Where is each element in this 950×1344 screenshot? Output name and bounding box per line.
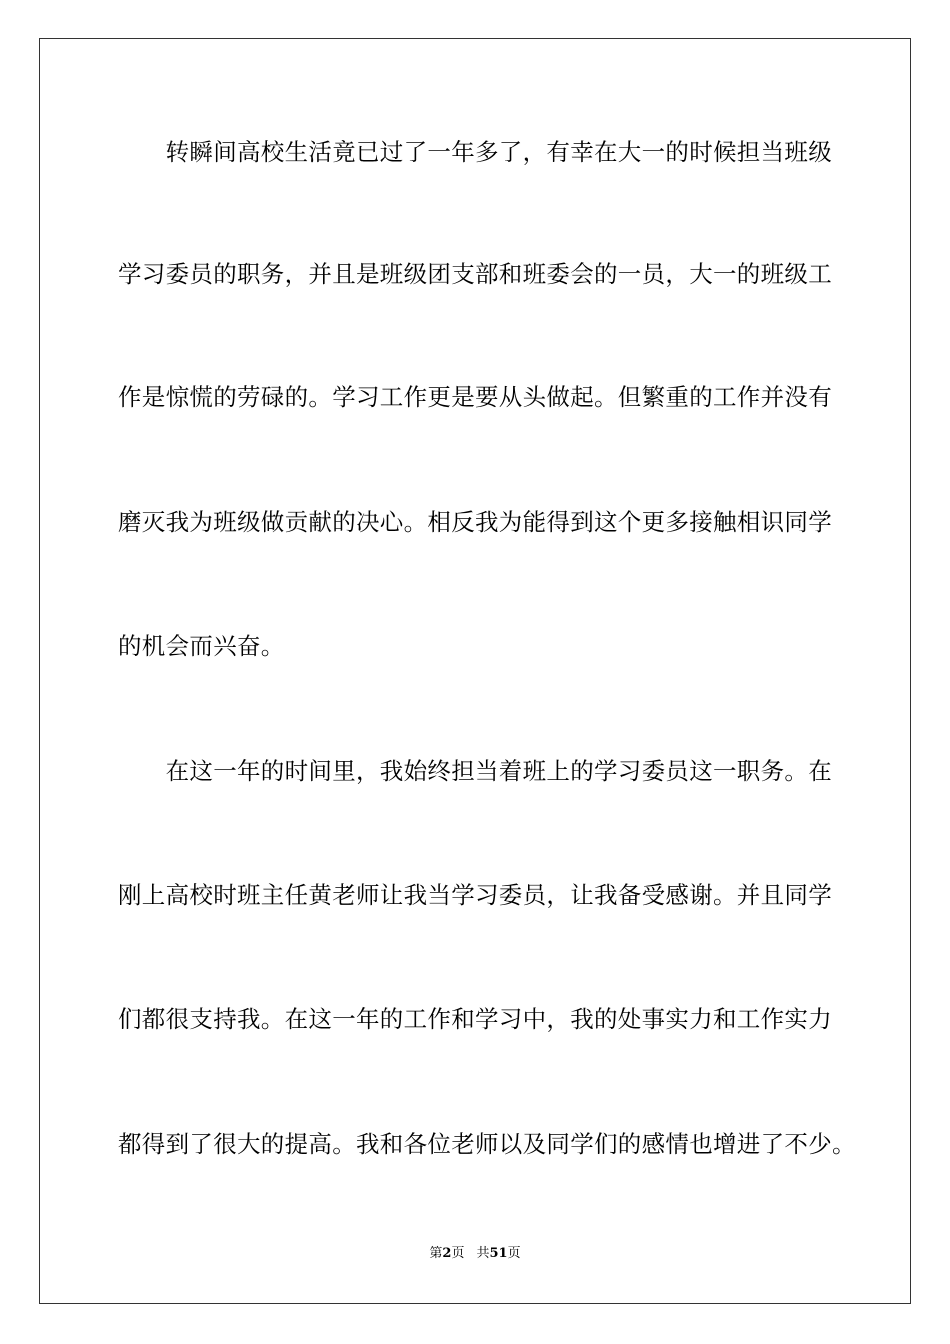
text-line: 在这一年的时间里，我始终担当着班上的学习委员这一职务。在 [118, 757, 832, 785]
text-line: 磨灭我为班级做贡献的决心。相反我为能得到这个更多接触相识同学 [118, 508, 832, 536]
text-line: 转瞬间高校生活竟已过了一年多了，有幸在大一的时候担当班级 [118, 138, 832, 166]
footer-page-prefix: 第 [429, 1246, 443, 1261]
text-line: 都得到了很大的提高。我和各位老师以及同学们的感情也增进了不少。 [118, 1130, 856, 1158]
footer-total-pages: 51 [489, 1246, 508, 1261]
footer-total-prefix: 共 [476, 1246, 490, 1261]
footer-page-suffix: 页 [451, 1246, 465, 1261]
footer-total-suffix: 页 [507, 1246, 521, 1261]
page-footer [0, 1244, 950, 1264]
text-line: 学习委员的职务，并且是班级团支部和班委会的一员，大一的班级工 [118, 260, 832, 288]
text-line: 的机会而兴奋。 [118, 632, 285, 660]
text-line: 作是惊慌的劳碌的。学习工作更是要从头做起。但繁重的工作并没有 [118, 383, 832, 411]
page-frame [39, 38, 911, 1304]
text-line: 们都很支持我。在这一年的工作和学习中，我的处事实力和工作实力 [118, 1005, 832, 1033]
text-line: 刚上高校时班主任黄老师让我当学习委员，让我备受感谢。并且同学 [118, 881, 832, 909]
footer-page-number: 2 [442, 1246, 452, 1261]
